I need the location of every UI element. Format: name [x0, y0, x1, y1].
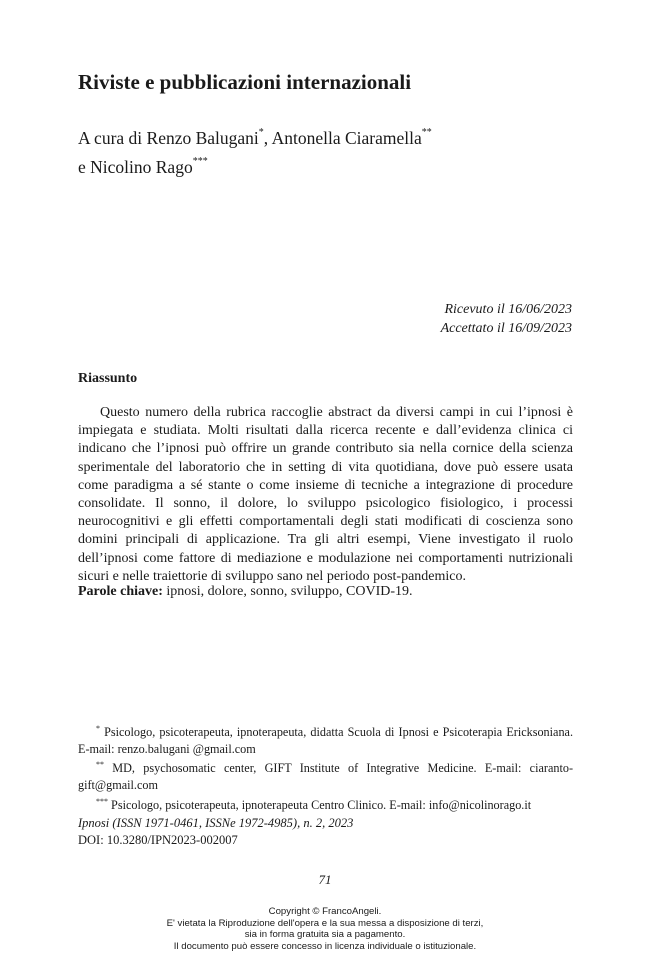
received-date: Ricevuto il 16/06/2023	[444, 302, 572, 317]
author-ciaramella: , Antonella Ciaramella	[263, 127, 422, 148]
footnote-2-text: MD, psychosomatic center, GIFT Institute of Integrative Medicine. E-mail: ciarantogift@gmail.com	[78, 761, 573, 792]
accepted-date: Accettato il 16/09/2023	[440, 321, 572, 336]
footnote-mark-2: **	[421, 127, 432, 138]
doi: DOI: 10.3280/IPN2023-002007	[78, 832, 238, 847]
copyright-line-4: Il documento può essere concesso in licenza individuale o istituzionale.	[173, 940, 477, 952]
page-number: 71	[318, 872, 332, 887]
footnote-mark-3: ***	[192, 155, 208, 167]
article-title: Riviste e pubblicazioni internazionali	[78, 70, 412, 94]
footnote-2-mark: **	[96, 760, 104, 770]
footnote-2	[78, 757, 573, 793]
copyright-notice	[0, 906, 650, 952]
keywords-text: ipnosi, dolore, sonno, sviluppo, COVID-19.	[162, 584, 413, 599]
footnote-mark-1: *	[258, 127, 264, 138]
journal-info	[78, 815, 353, 848]
copyright-line-2: E' vietata la Riproduzione dell'opera e la sua messa a disposizione di terzi,	[166, 917, 484, 929]
copyright-line-3: sia in forma gratuita sia a pagamento.	[244, 929, 406, 940]
footnote-1-text: Psicologo, psicoterapeuta, ipnoterapeuta, didatta Scuola di Ipnosi e Psicoterapia Ericksoniana. E-mail: renzo.balugani @gmail.com	[78, 725, 573, 756]
authors-line-1	[78, 122, 432, 151]
author-balugani: A cura di Renzo Balugani	[78, 127, 259, 148]
keywords-label: Parole chiave:	[78, 584, 163, 599]
dates-block	[441, 300, 572, 338]
abstract-heading: Riassunto	[78, 371, 138, 386]
footnote-3	[78, 794, 573, 814]
authors-block	[78, 122, 432, 180]
footnote-1-mark: *	[96, 724, 100, 733]
copyright-line-1: Copyright © FrancoAngeli.	[268, 906, 382, 917]
footnotes	[78, 721, 573, 813]
footnote-1	[78, 721, 573, 757]
authors-line-2	[78, 151, 432, 180]
footnote-3-text: Psicologo, psicoterapeuta, ipnoterapeuta Centro Clinico. E-mail: info@nicolinorago.it	[108, 797, 532, 812]
author-rago: e Nicolino Rago	[78, 156, 193, 177]
footnote-3-mark: ***	[96, 796, 108, 806]
abstract-body: Questo numero della rubrica raccoglie abstract da diversi campi in cui l’ipnosi è impiegata e studiata. Molti risultati dalla ricerca recente e dall’evidenza clinica ci indicano che l’ipnosi può offrire un grande contributo sia nella cornice della scienza sperimentale del laboratorio che in setting di vita quotidiana, dove può essere usata come paradigma a sé stante o come insieme di tecniche a integrazione di procedure consolidate. Il sonno, il dolore, lo sviluppo psicologico fisiologico, i processi neurocognitivi e gli effetti comportamentali degli stati modificati di coscienza sono domini principali di applicazione. Tra gli altri esempi, Viene investigato il ruolo dell’ipnosi come fattore di mediazione e modulazione nei comportamenti nutrizionali sicuri e nelle traiettorie di sviluppo sano nel periodo post-pandemico.	[78, 405, 573, 584]
journal-citation: Ipnosi (ISSN 1971-0461, ISSNe 1972-4985), n. 2, 2023	[78, 816, 354, 830]
keywords	[78, 584, 413, 600]
